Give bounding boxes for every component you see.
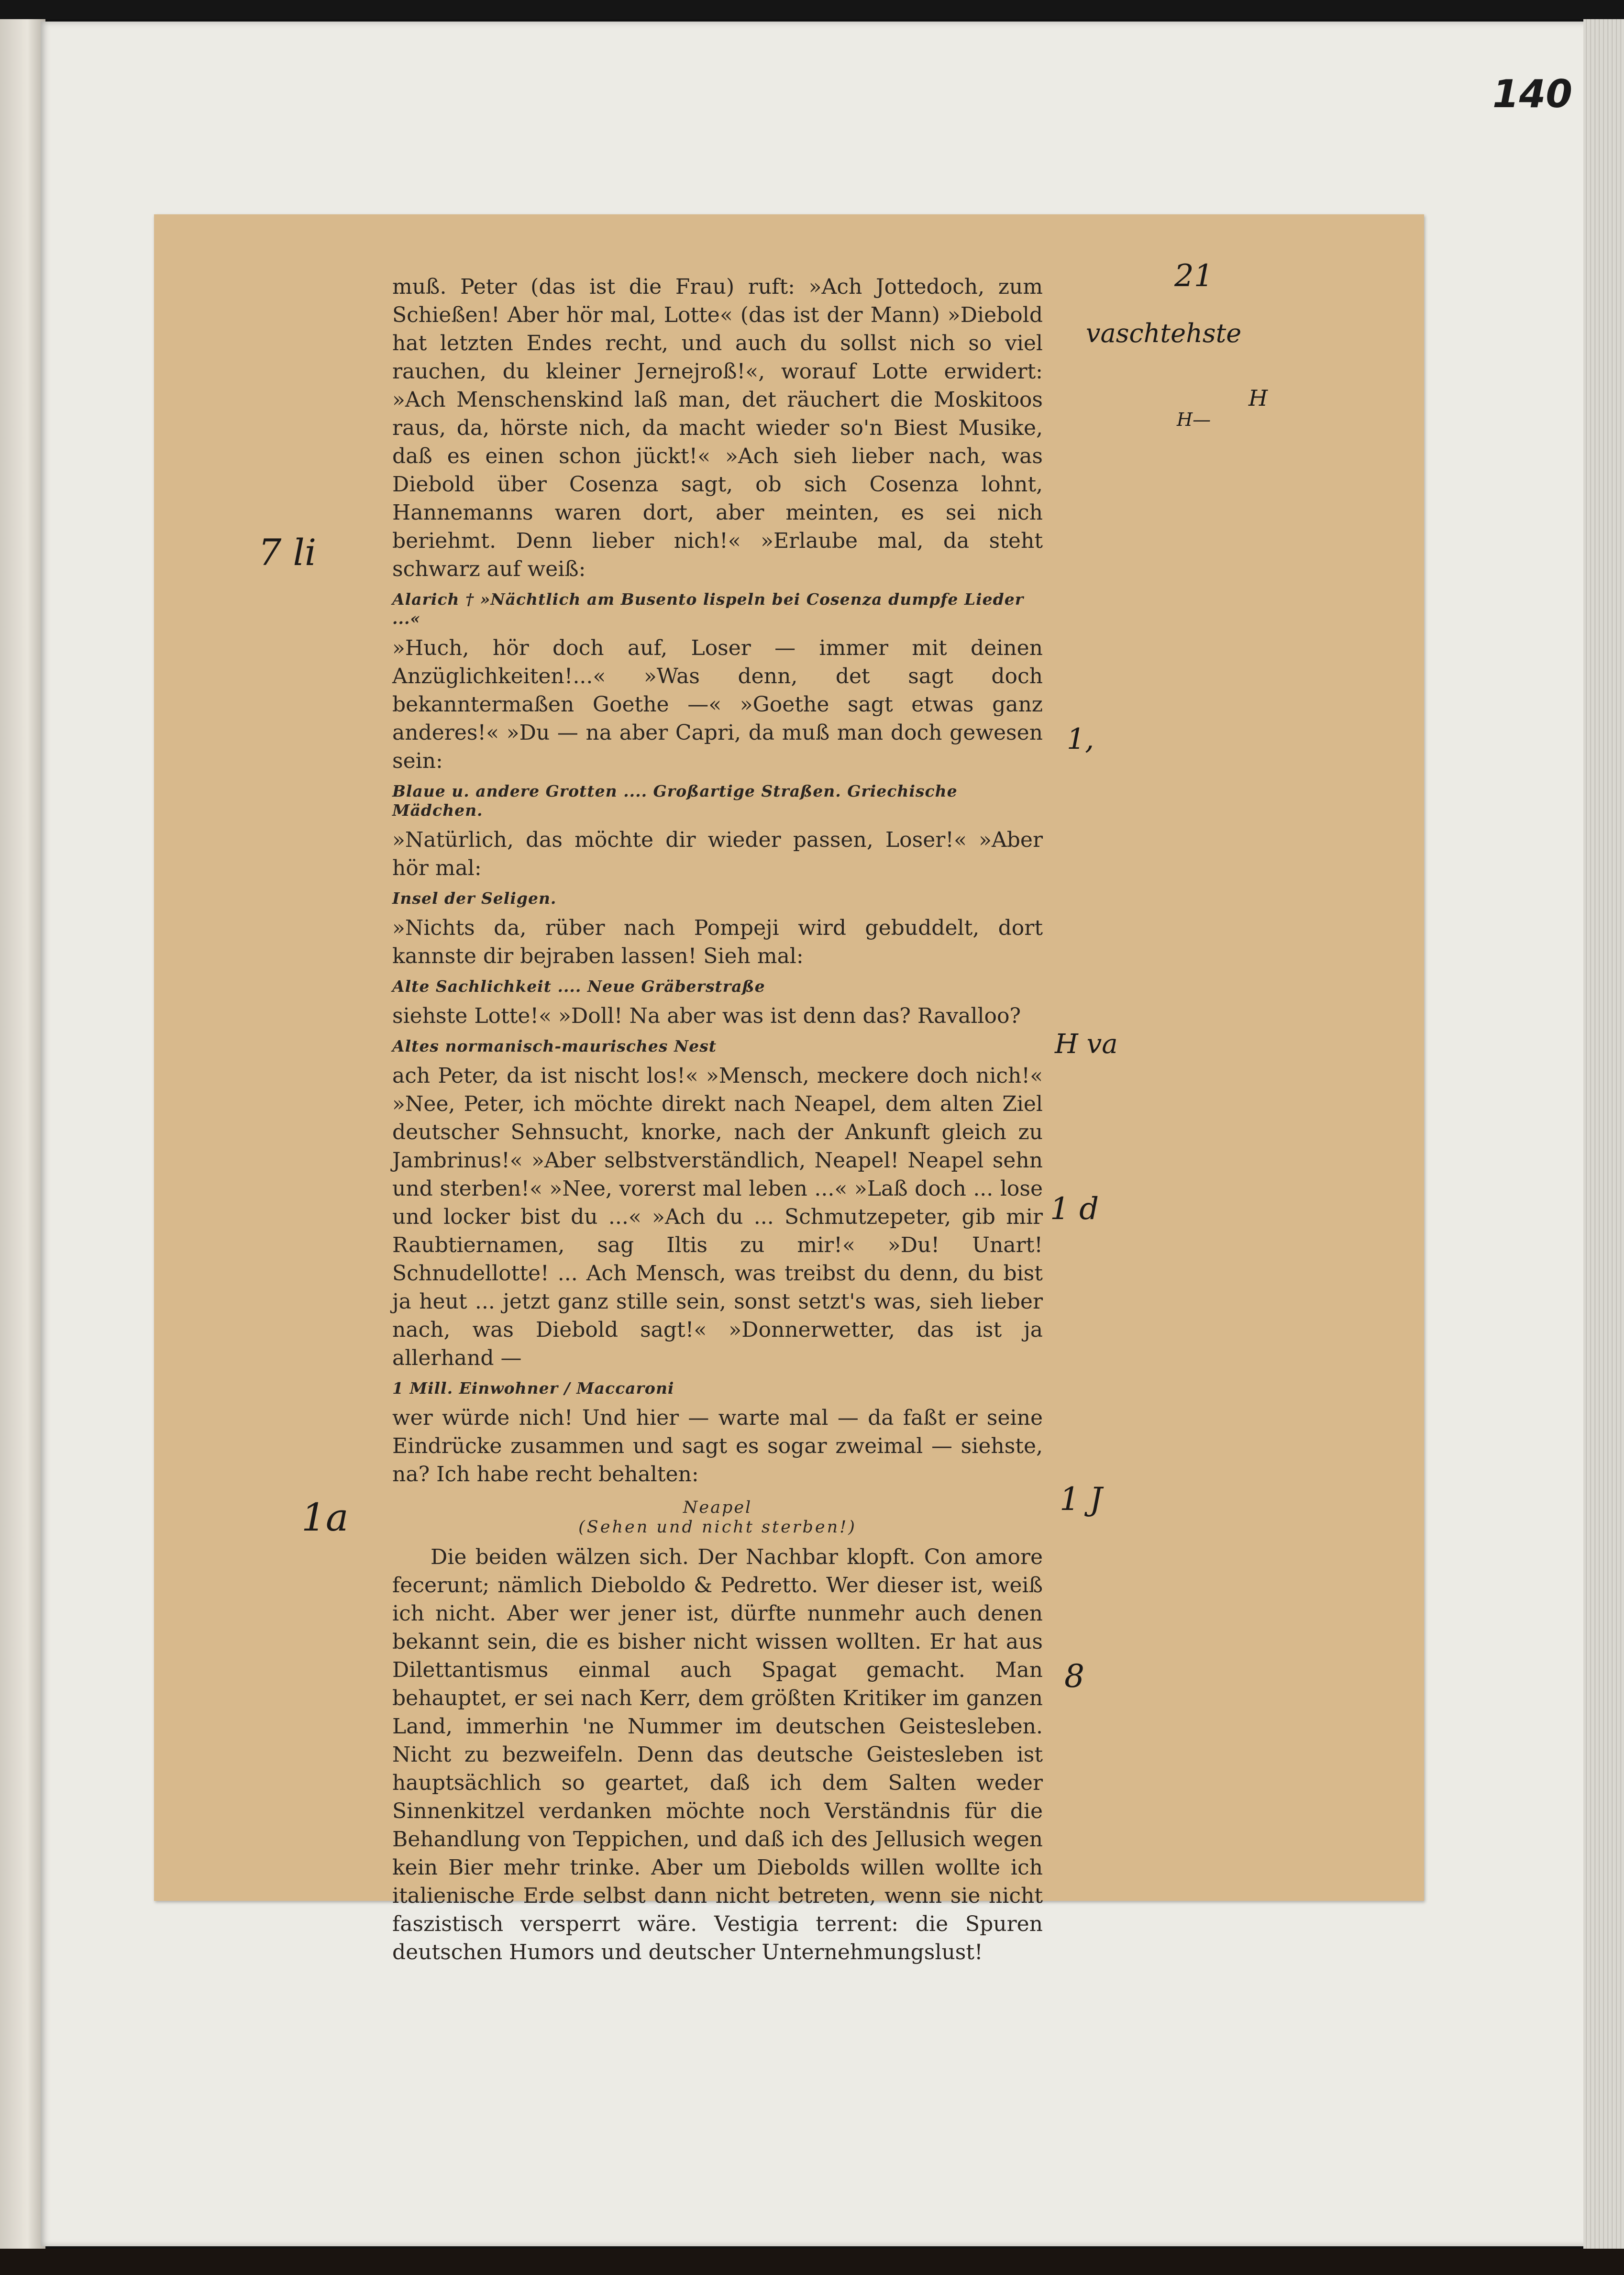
section-subheading: (Sehen und nicht sterben!)	[578, 1518, 857, 1537]
margin-note-7li: 7 li	[258, 531, 317, 574]
guidebook-caption: Blaue u. andere Grotten .... Großartige Straßen. Griechische Mädchen.	[392, 782, 958, 820]
guidebook-caption: Altes normanisch-maurisches Nest	[392, 1037, 717, 1055]
section-heading: Neapel	[683, 1498, 752, 1517]
paragraph: »Natürlich, das möchte dir wieder passen, Loser!« »Aber hör mal:	[392, 828, 1043, 880]
guidebook-caption: 1 Mill. Einwohner / Maccaroni	[392, 1379, 674, 1398]
paragraph: siehste Lotte!« »Doll! Na aber was ist denn das? Ravalloo?	[392, 1004, 1021, 1028]
margin-note-1: 1,	[1067, 722, 1094, 756]
margin-note-1a: 1a	[301, 1495, 349, 1540]
scanner-top-border	[0, 0, 1624, 19]
scanner-bottom-border	[0, 2249, 1624, 2275]
margin-note-1d: 1 d	[1050, 1191, 1099, 1227]
folio-number: 140	[1492, 72, 1572, 116]
paragraph: »Huch, hör doch auf, Loser — immer mit deinen Anzüglichkeiten!...« »Was denn, det sagt doch bekanntermaßen Goethe —« »Goethe sagt etwas ganz anderes!« »Du — na aber Capri, da muß man doch gewesen sein:	[392, 636, 1043, 773]
guidebook-caption: Insel der Seligen.	[392, 889, 557, 908]
margin-note-hva: H va	[1055, 1029, 1118, 1060]
paragraph: wer würde nich! Und hier — warte mal — da faßt er seine Eindrücke zusammen und sagt es sogar zweimal — siehste, na? Ich habe recht behalten:	[392, 1406, 1043, 1487]
page-stack-edges	[1583, 19, 1624, 2249]
margin-note-21: 21	[1174, 258, 1214, 294]
margin-note-h-dash: H—	[1177, 409, 1211, 430]
margin-note-h: H	[1248, 385, 1268, 411]
margin-note-1j: 1 J	[1060, 1481, 1103, 1518]
margin-note-vaschtehste: vaschtehste	[1086, 318, 1242, 348]
paragraph: »Nichts da, rüber nach Pompeji wird gebuddelt, dort kannste dir bejraben lassen! Sieh mal:	[392, 916, 1043, 968]
paragraph: Die beiden wälzen sich. Der Nachbar klopft. Con amore fecerunt; nämlich Dieboldo & Pedretto. Wer dieser ist, weiß ich nicht. Aber wer jener ist, dürfte nunmehr auch denen bekannt sein, die es bisher nicht wissen wollten. Er hat aus Dilettantismus einmal auch Spagat gemacht. Man behauptet, er sei nach Kerr, dem größten Kritiker im ganzen Land, immerhin 'ne Nummer im deutschen Geistesleben. Nicht zu bezweifeln. Denn das deutsche Geistesleben ist hauptsächlich so geartet, daß ich dem Salten weder Sinnenkitzel verdanken möchte noch Verständnis für die Behandlung von Teppichen, und daß ich des Jellusich wegen kein Bier mehr trinke. Aber um Diebolds willen wollte ich italienische Erde selbst dann nicht betreten, wenn sie nicht faszistisch versperrt wäre. Vestigia terrent: die Spuren deutschen Humors und deutscher Unternehmungslust!	[392, 1545, 1043, 1964]
guidebook-caption: Alte Sachlichkeit .... Neue Gräberstraße	[392, 977, 765, 996]
paragraph: muß. Peter (das ist die Frau) ruft: »Ach Jottedoch, zum Schießen! Aber hör mal, Lotte« (das ist der Mann) »Diebold hat letzten Endes recht, und auch du sollst nich so viel rauchen, du kleiner Jernejroß!«, worauf Lotte erwidert: »Ach Menschenskind laß man, det räuchert die Moskitoos raus, da, hörste nich, da macht wieder so'n Biest Musike, daß es einen schon jückt!« »Ach sieh lieber nach, was Diebold über Cosenza sagt, ob sich Cosenza lohnt, Hannemanns waren dort, aber meinten, es sei nich beriehmt. Denn lieber nich!« »Erlaube mal, da steht schwarz auf weiß:	[392, 275, 1043, 581]
left-page-edge	[0, 19, 45, 2249]
guidebook-caption: Alarich † »Nächtlich am Busento lispeln bei Cosenza dumpfe Lieder ...«	[392, 590, 1024, 628]
typescript-text	[392, 273, 1043, 1966]
margin-note-8: 8	[1064, 1658, 1084, 1695]
paragraph: ach Peter, da ist nischt los!« »Mensch, meckere doch nich!« »Nee, Peter, ich möchte direkt nach Neapel, dem alten Ziel deutscher Sehnsucht, knorke, nach der Ankunft gleich zu Jambrinus!« »Aber selbstverständlich, Neapel! Neapel sehn und sterben!« »Nee, vorerst mal leben ...« »Laß doch ... lose und locker bist du ...« »Ach du ... Schmutzepeter, gib mir Raubtiernamen, sag Iltis zu mir!« »Du! Unart! Schnudellotte! ... Ach Mensch, was treibst du denn, du bist ja heut ... jetzt ganz stille sein, sonst setzt's was, sieh lieber nach, was Diebold sagt!« »Donnerwetter, das ist ja allerhand —	[392, 1064, 1043, 1370]
